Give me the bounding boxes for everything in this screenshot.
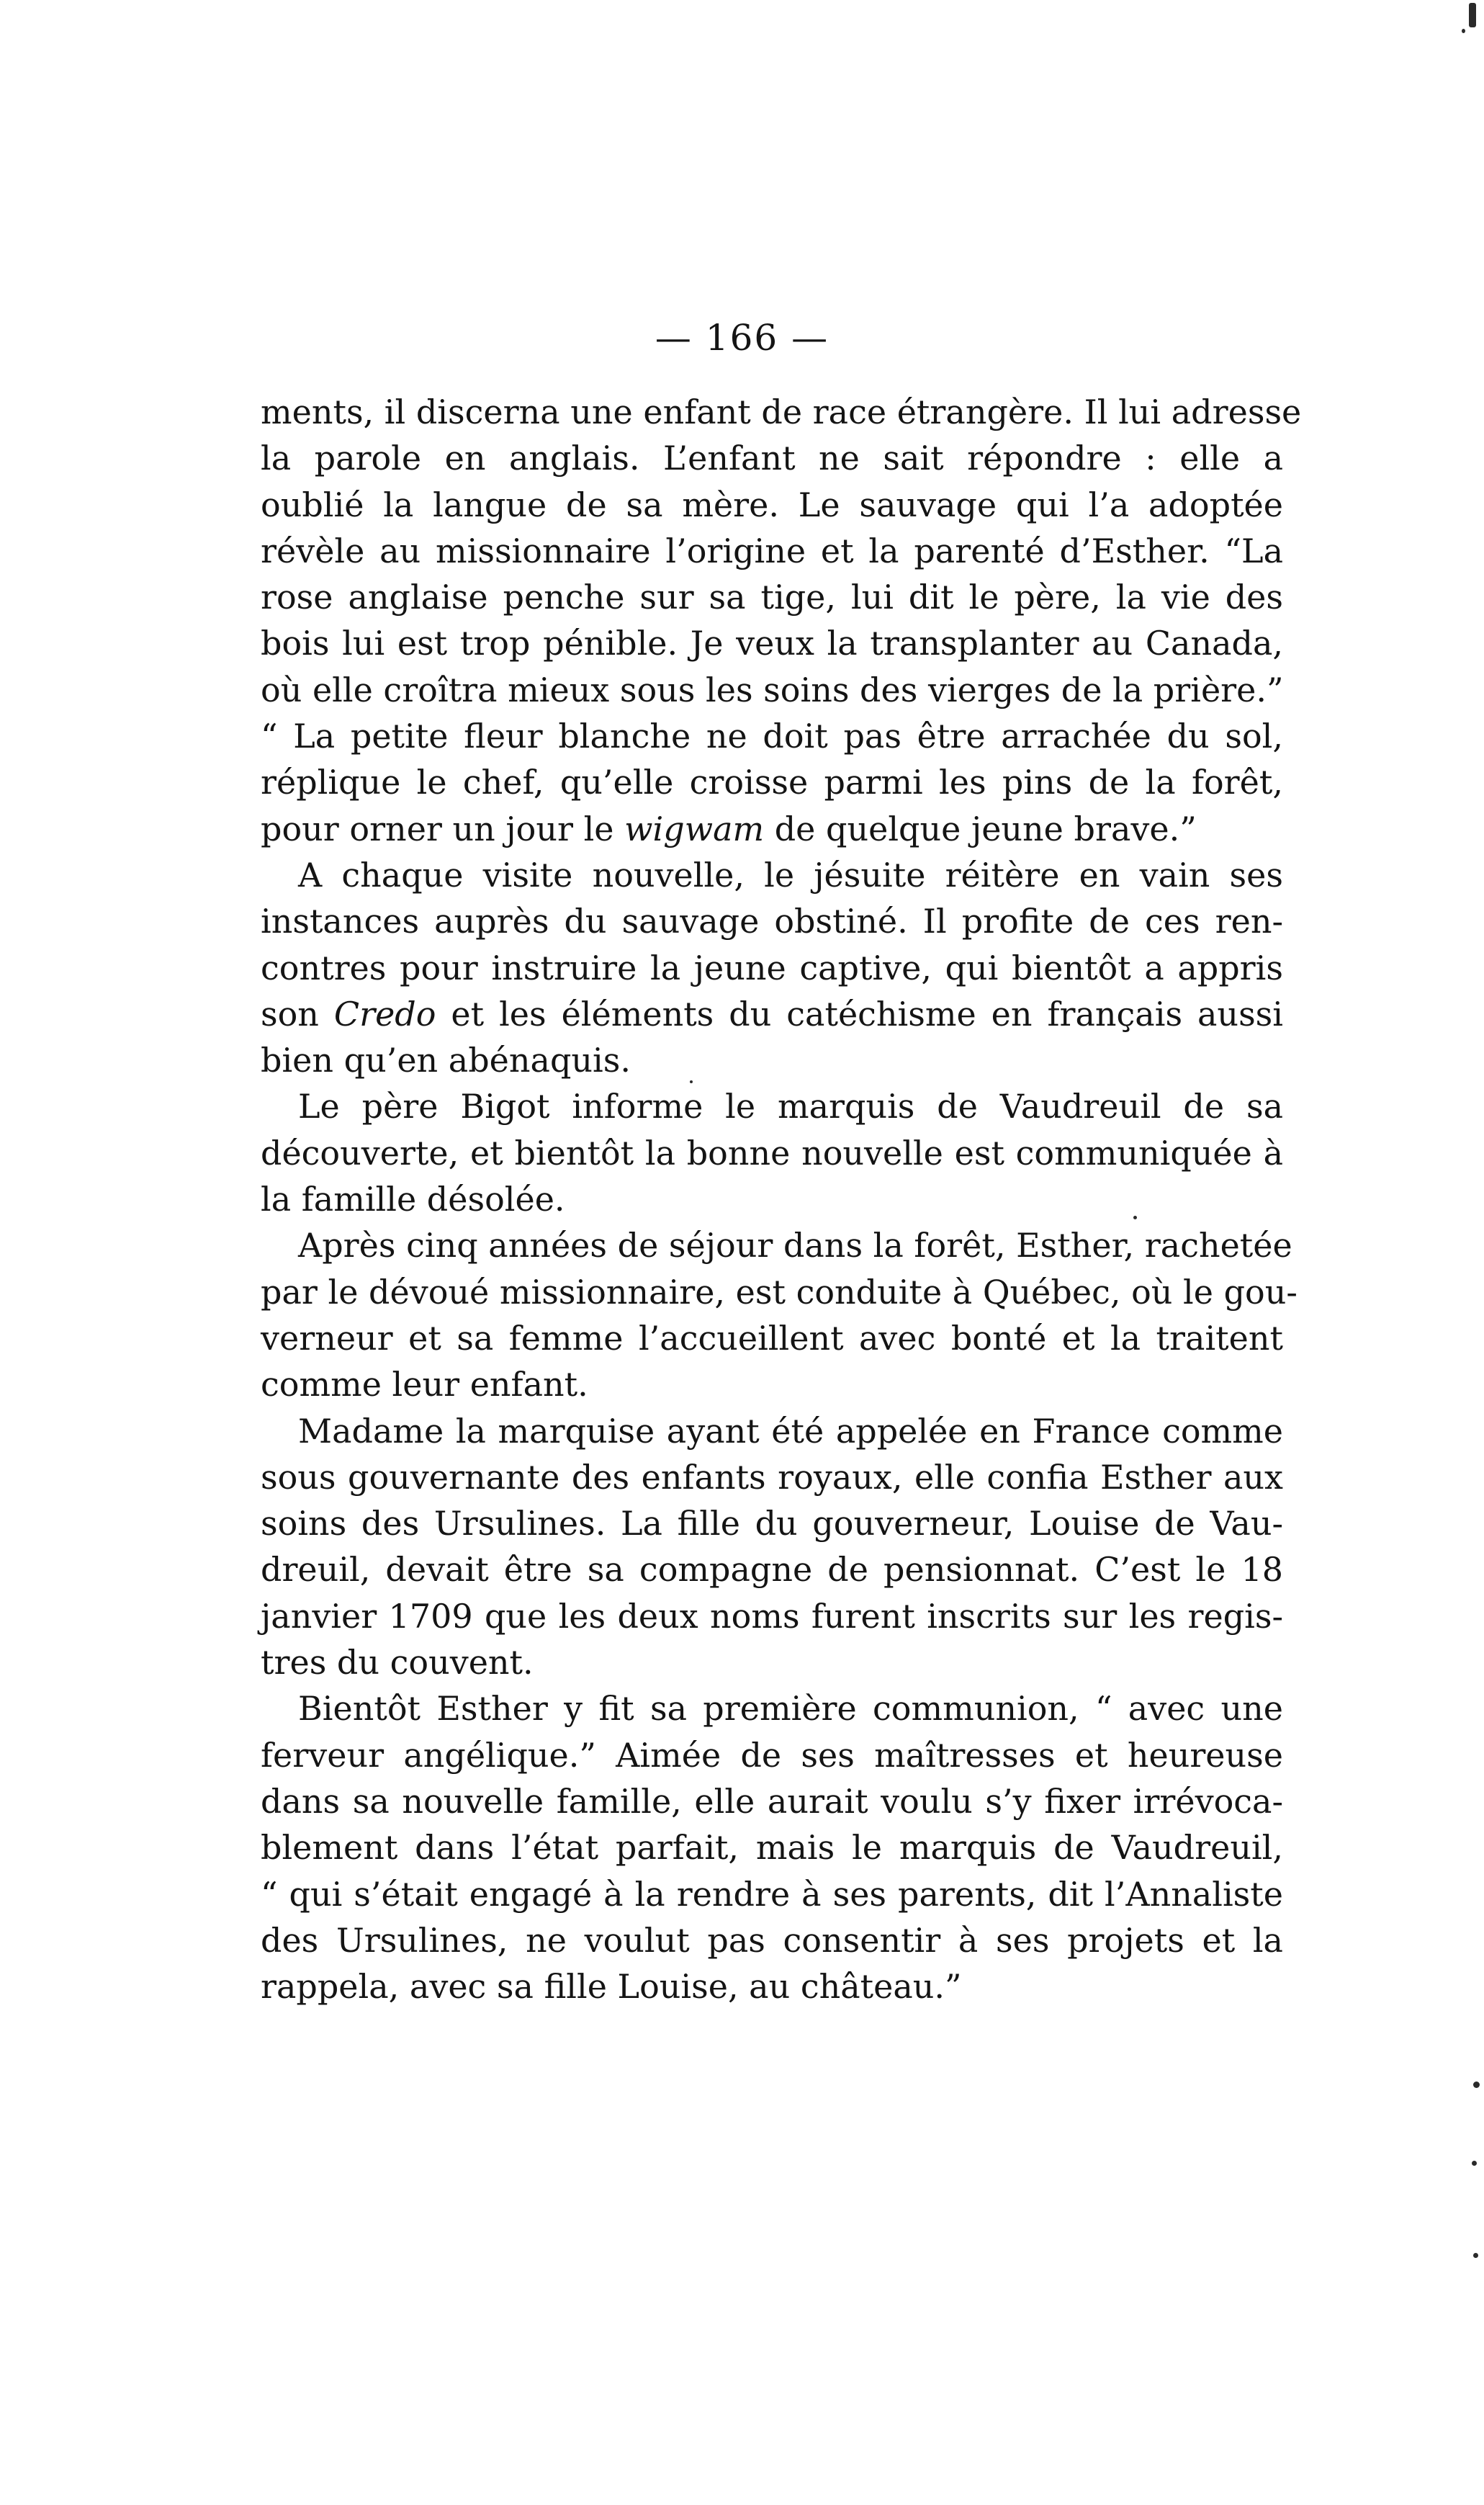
text-line: tres du couvent. (261, 1643, 534, 1682)
text-line: où elle croîtra mieux sous les soins des vierges de la prière.” (261, 670, 1284, 709)
text-line: blement dans l’état parfait, mais le marquis de Vaudreuil, (261, 1828, 1283, 1868)
text-run: et les éléments du catéchisme en français aussi (436, 994, 1283, 1034)
text-line: ferveur angélique.” Aimée de ses maîtresses et heureuse (261, 1735, 1283, 1775)
paragraph-start-line: Après cinq années de séjour dans la forêt, Esther, rachetée (298, 1226, 1292, 1265)
text-line: dans sa nouvelle famille, elle aurait voulu s’y fixer irrévoca- (261, 1781, 1283, 1821)
text-line: janvier 1709 que les deux noms furent inscrits sur les regis- (261, 1596, 1283, 1636)
paragraph-start-line: Le père Bigot informe le marquis de Vaudreuil de sa (298, 1087, 1283, 1126)
text-line: “ La petite fleur blanche ne doit pas être arrachée du sol, (261, 717, 1283, 756)
text-line: ments, il discerna une enfant de race étrangère. Il lui adresse (261, 393, 1302, 431)
text-line: découverte, et bientôt la bonne nouvelle est communiquée à (261, 1133, 1283, 1173)
text-line: sous gouvernante des enfants royaux, elle confia Esther aux (261, 1457, 1283, 1497)
paragraph-start-line: Madame la marquise ayant été appelée en France comme (298, 1411, 1283, 1451)
text-line: la parole en anglais. L’enfant ne sait répondre : elle a (261, 439, 1283, 478)
text-line: rappela, avec sa fille Louise, au château.” (261, 1967, 962, 2007)
text-line: révèle au missionnaire l’origine et la parenté d’Esther. “La (261, 531, 1283, 570)
text-line: réplique le chef, qu’elle croisse parmi les pins de la forêt, (261, 763, 1283, 802)
text-line: bois lui est trop pénible. Je veux la transplanter au Canada, (261, 624, 1283, 663)
scan-speck (1133, 1216, 1137, 1219)
text-line: la famille désolée. (261, 1180, 565, 1219)
scan-speck (1462, 29, 1465, 33)
text-line: des Ursulines, ne voulut pas consentir à ses projets et la (261, 1920, 1283, 1960)
scan-speck (1473, 2253, 1478, 2258)
scan-speck (690, 1080, 693, 1083)
text-run: de quelque jeune brave.” (764, 809, 1197, 848)
text-line (261, 991, 1283, 1037)
text-line: comme leur enfant. (261, 1365, 588, 1404)
text-line: contres pour instruire la jeune captive, qui bientôt a appris (261, 948, 1283, 987)
text-line: dreuil, devait être sa compagne de pensionnat. C’est le 18 (261, 1550, 1283, 1590)
text-line: “ qui s’était engagé à la rendre à ses parents, dit l’Annaliste (261, 1874, 1283, 1914)
paragraph-start-line: Bientôt Esther y fit sa première communion, “ avec une (298, 1689, 1283, 1729)
body-text (261, 389, 1302, 2009)
text-line (261, 806, 1283, 852)
text-line: rose anglaise penche sur sa tige, lui dit le père, la vie des (261, 578, 1283, 617)
italic-word: Credo (333, 994, 436, 1034)
paragraph-start-line: A chaque visite nouvelle, le jésuite réitère en vain ses (298, 855, 1283, 895)
scan-speck (1469, 3, 1476, 27)
text-line: verneur et sa femme l’accueillent avec bonté et la traitent (261, 1318, 1283, 1358)
text-line: par le dévoué missionnaire, est conduite à Québec, où le gou- (261, 1272, 1298, 1312)
page-number: — 166 — (655, 317, 829, 359)
text-run: son (261, 994, 334, 1034)
text-run: pour orner un jour le (261, 809, 625, 848)
scan-speck (1472, 2161, 1477, 2166)
text-line: oublié la langue de sa mère. Le sauvage qui l’a adoptée (261, 485, 1283, 524)
scan-speck (1473, 2081, 1480, 2088)
text-line: bien qu’en abénaquis. (261, 1041, 631, 1080)
italic-word: wigwam (624, 809, 765, 848)
text-line: instances auprès du sauvage obstiné. Il profite de ces ren- (261, 902, 1283, 941)
text-line: soins des Ursulines. La fille du gouverneur, Louise de Vau- (261, 1504, 1283, 1543)
